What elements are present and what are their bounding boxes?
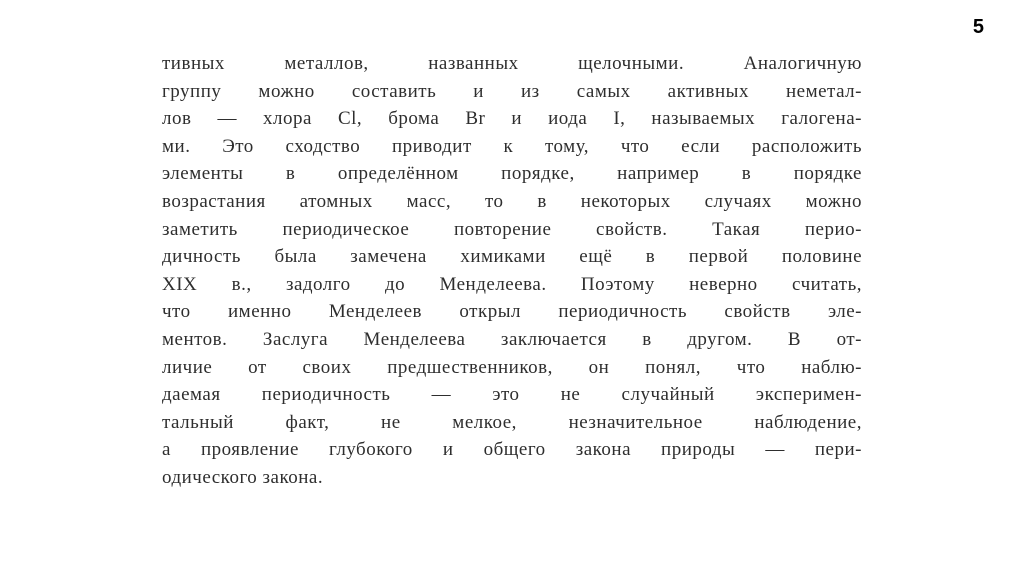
text-line: XIX в., задолго до Менделеева. Поэтому неверно считать, <box>162 273 862 295</box>
page-number: 5 <box>972 16 984 38</box>
text-line: даемая периодичность — это не случайный эксперимен- <box>162 384 862 406</box>
text-line: одического закона. <box>162 466 324 488</box>
text-line: заметить периодическое повторение свойств. Такая перио- <box>162 218 862 240</box>
text-line: лов — хлора Cl, брома Br и иода I, называемых галогена- <box>162 108 862 130</box>
text-line: тивных металлов, названных щелочными. Аналогичную <box>162 53 862 74</box>
textbook-paragraph <box>162 50 862 492</box>
text-line: ментов. Заслуга Менделеева заключается в другом. В от- <box>162 328 862 350</box>
text-line: элементы в определённом порядке, например в порядке <box>162 163 862 185</box>
text-line: что именно Менделеев открыл периодичность свойств эле- <box>162 301 862 323</box>
text-line: дичность была замечена химиками ещё в первой половине <box>162 246 862 268</box>
text-line: ми. Это сходство приводит к тому, что если расположить <box>162 135 862 157</box>
text-line: а проявление глубокого и общего закона природы — пери- <box>162 439 862 461</box>
text-line: личие от своих предшественников, он понял, что наблю- <box>162 356 862 378</box>
text-line: возрастания атомных масс, то в некоторых случаях можно <box>162 190 862 212</box>
text-line: группу можно составить и из самых активных неметал- <box>162 80 862 102</box>
text-line: тальный факт, не мелкое, незначительное наблюдение, <box>162 411 862 433</box>
